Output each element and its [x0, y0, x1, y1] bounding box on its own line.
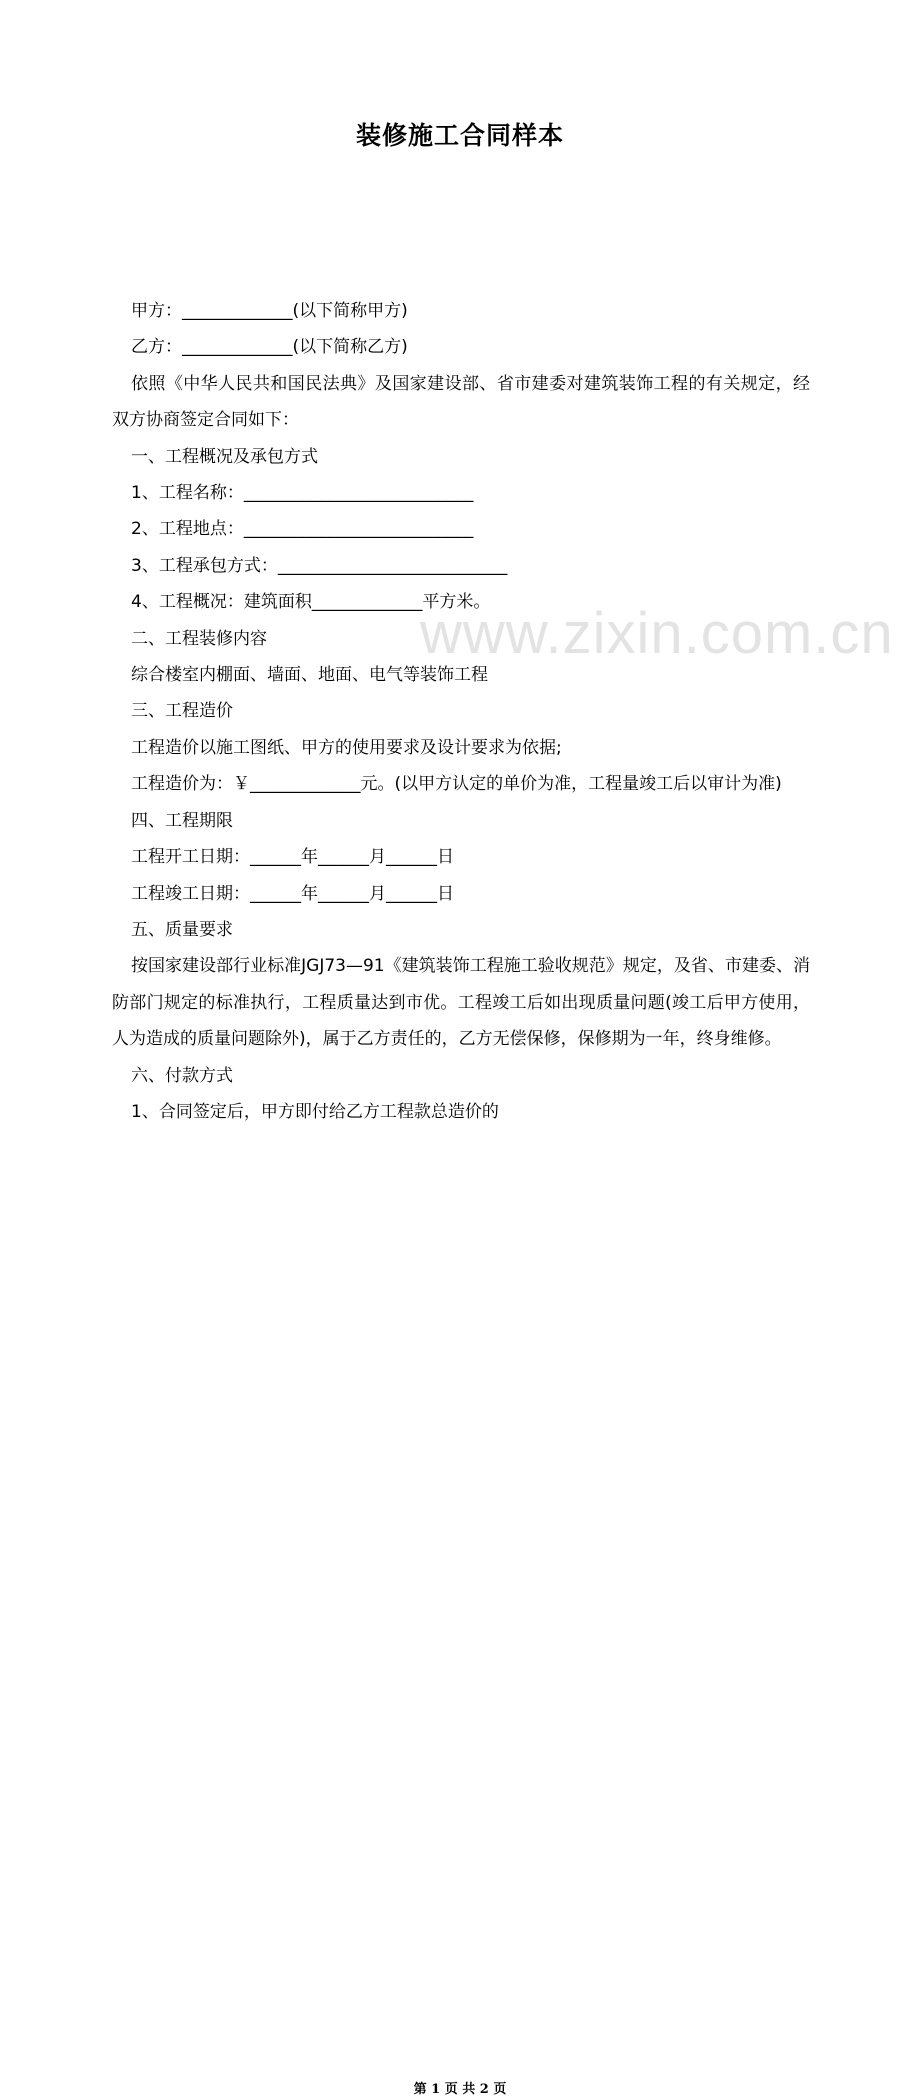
- decoration-content-line: 综合楼室内棚面、墙面、地面、电气等装饰工程: [131, 665, 488, 686]
- contract-method-line: 3、工程承包方式：___________________________: [131, 555, 508, 576]
- cost-basis-line: 工程造价以施工图纸、甲方的使用要求及设计要求为依据;: [131, 737, 562, 758]
- quality-paragraph: 按国家建设部行业标准JGJ73—91《建筑装饰工程施工验收规范》规定，及省、市建委、消防部门规定的标准执行，工程质量达到市优。工程竣工后如出现质量问题(竣工后甲方使用，人为造成的质量问题除外)，属于乙方责任的，乙方无偿保修，保修期为一年，终身维修。: [112, 956, 810, 1050]
- watermark: www.zixin.com.cn: [420, 601, 894, 666]
- start-date-line: 工程开工日期：______年______月______日: [131, 847, 454, 868]
- party-b-line: 乙方：_____________(以下简称乙方): [131, 337, 408, 358]
- section-heading-6: 六、付款方式: [131, 1065, 233, 1086]
- document-body: [112, 293, 810, 1130]
- section-heading-2: 二、工程装修内容: [131, 628, 267, 649]
- project-name-line: 1、工程名称：___________________________: [131, 483, 474, 504]
- section-heading-1: 一、工程概况及承包方式: [131, 446, 318, 467]
- document-title: 装修施工合同样本: [355, 121, 564, 150]
- party-a-line: 甲方：_____________(以下简称甲方): [131, 301, 408, 321]
- completion-date-line: 工程竣工日期：______年______月______日: [131, 883, 454, 904]
- section-heading-5: 五、质量要求: [131, 919, 233, 940]
- project-location-line: 2、工程地点：___________________________: [131, 519, 474, 540]
- section-heading-4: 四、工程期限: [131, 810, 233, 831]
- project-overview-line: 4、工程概况：建筑面积_____________平方米。: [131, 592, 491, 613]
- preamble-paragraph: 依照《中华人民共和国民法典》及国家建设部、省市建委对建筑装饰工程的有关规定，经双方协商签定合同如下：: [112, 373, 810, 431]
- cost-amount-paragraph: 工程造价为：￥_____________元。(以甲方认定的单价为准，工程量竣工后以审计为准): [131, 774, 782, 795]
- payment-line-1: 1、合同签定后，甲方即付给乙方工程款总造价的: [131, 1101, 499, 1122]
- section-heading-3: 三、工程造价: [131, 701, 233, 722]
- page-footer: 第 1 页 共 2 页: [413, 2082, 507, 2097]
